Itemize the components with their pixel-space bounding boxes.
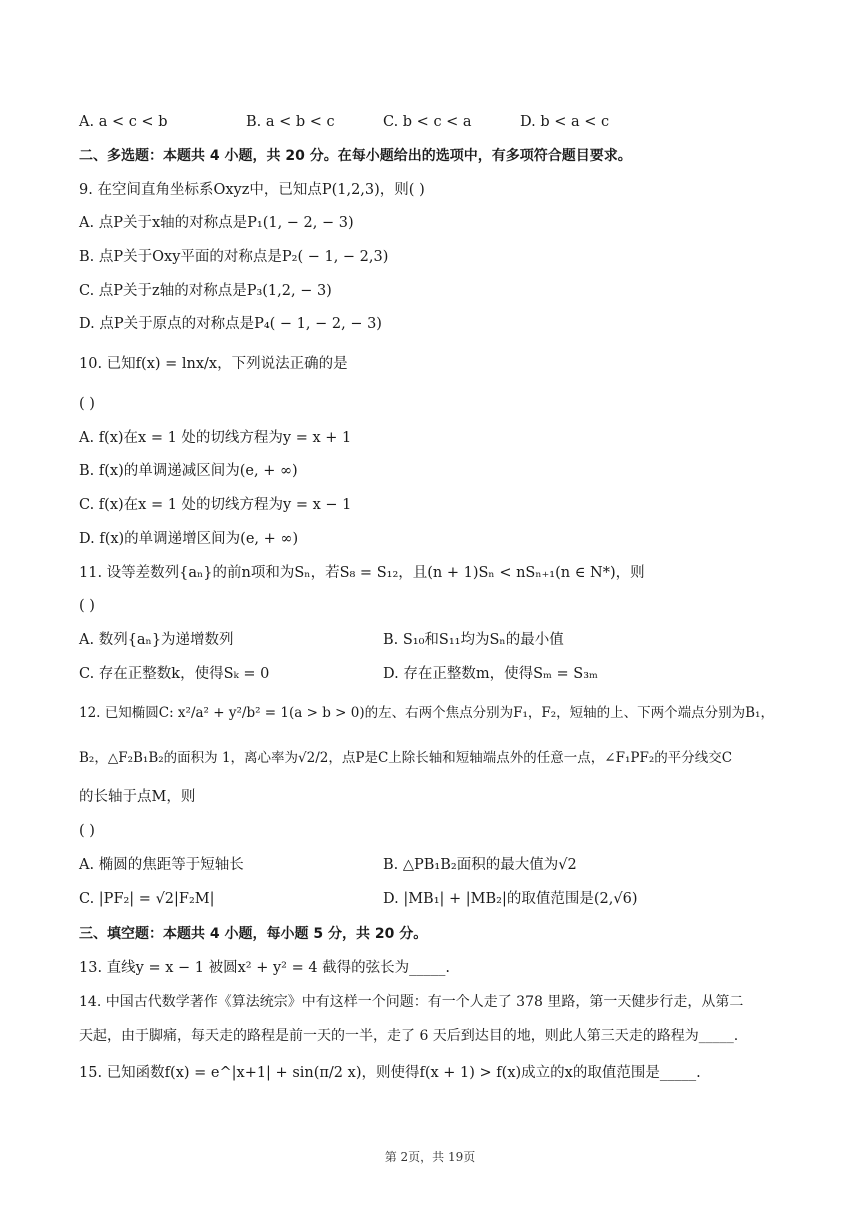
section2-header: 二、多选题：本题共 4 小题，共 20 分。在每小题给出的选项中，有多项符合题目要求。 [79,148,632,164]
q11-option-b: B. S₁₀和S₁₁均为Sₙ的最小值 [383,632,564,648]
q12-line2: B₂，△F₂B₁B₂的面积为 1，离心率为√2/2，点P是C上除长轴和短轴端点外的任意一点，∠F₁PF₂的平分线交C [79,750,733,766]
q11-option-c: C. 存在正整数k，使得Sₖ = 0 [79,666,270,682]
q10-option-b: B. f(x)的单调递减区间为(e, + ∞) [79,463,298,479]
q15-text: 15. 已知函数f(x) = e^|x+1| + sin(π/2 x)，则使得f(x + 1) > f(x)成立的x的取值范围是_____. [79,1065,701,1081]
q9-option-c: C. 点P关于z轴的对称点是P₃(1,2, − 3) [79,283,332,299]
q10-option-c: C. f(x)在x = 1 处的切线方程为y = x − 1 [79,497,352,513]
q11-option-d: D. 存在正整数m，使得Sₘ = S₃ₘ [383,666,598,682]
q11-option-a: A. 数列{aₙ}为递增数列 [79,632,234,648]
page-footer: 第 2页，共 19页 [384,1150,476,1164]
q8-option-a: A. a < c < b [79,114,168,130]
q13-text: 13. 直线y = x − 1 被圆x² + y² = 4 截得的弦长为_____. [79,960,451,976]
q9-option-a: A. 点P关于x轴的对称点是P₁(1, − 2, − 3) [79,215,354,231]
q12-option-d: D. |MB₁| + |MB₂|的取值范围是(2,√6) [383,891,638,907]
q12-option-c: C. |PF₂| = √2|F₂M| [79,891,215,907]
q10-option-a: A. f(x)在x = 1 处的切线方程为y = x + 1 [79,430,352,446]
q10-paren: ( ) [79,396,95,412]
q9-option-b: B. 点P关于Oxy平面的对称点是P₂( − 1, − 2,3) [79,249,389,265]
q8-option-d: D. b < a < c [520,114,610,130]
q12-option-b: B. △PB₁B₂面积的最大值为√2 [383,857,577,873]
section3-header: 三、填空题：本题共 4 小题，每小题 5 分，共 20 分。 [79,926,428,942]
q8-option-c: C. b < c < a [383,114,472,130]
q11-paren: ( ) [79,598,95,614]
q12-line3: 的长轴于点M，则 [79,789,196,805]
q11-stem: 11. 设等差数列{aₙ}的前n项和为Sₙ，若S₈ = S₁₂，且(n + 1)Sₙ < nSₙ₊₁(n ∈ N*)，则 [79,565,645,581]
q14-line2: 天起，由于脚痛，每天走的路程是前一天的一半，走了 6 天后到达目的地，则此人第三天走的路程为_____. [79,1028,739,1044]
q9-stem: 9. 在空间直角坐标系Oxyz中，已知点P(1,2,3)，则( ) [79,182,425,198]
q12-line1: 12. 已知椭圆C: x²/a² + y²/b² = 1(a > b > 0)的左、右两个焦点分别为F₁，F₂，短轴的上、下两个端点分别为B₁， [79,705,774,721]
q14-line1: 14. 中国古代数学著作《算法统宗》中有这样一个问题：有一个人走了 378 里路，第一天健步行走，从第二 [79,994,744,1010]
q10-stem: 10. 已知f(x) = lnx/x，下列说法正确的是 [79,356,348,372]
q12-paren: ( ) [79,823,95,839]
q8-option-b: B. a < b < c [246,114,335,130]
q9-option-d: D. 点P关于原点的对称点是P₄( − 1, − 2, − 3) [79,316,382,332]
q10-option-d: D. f(x)的单调递增区间为(e, + ∞) [79,531,299,547]
q12-option-a: A. 椭圆的焦距等于短轴长 [79,857,244,873]
